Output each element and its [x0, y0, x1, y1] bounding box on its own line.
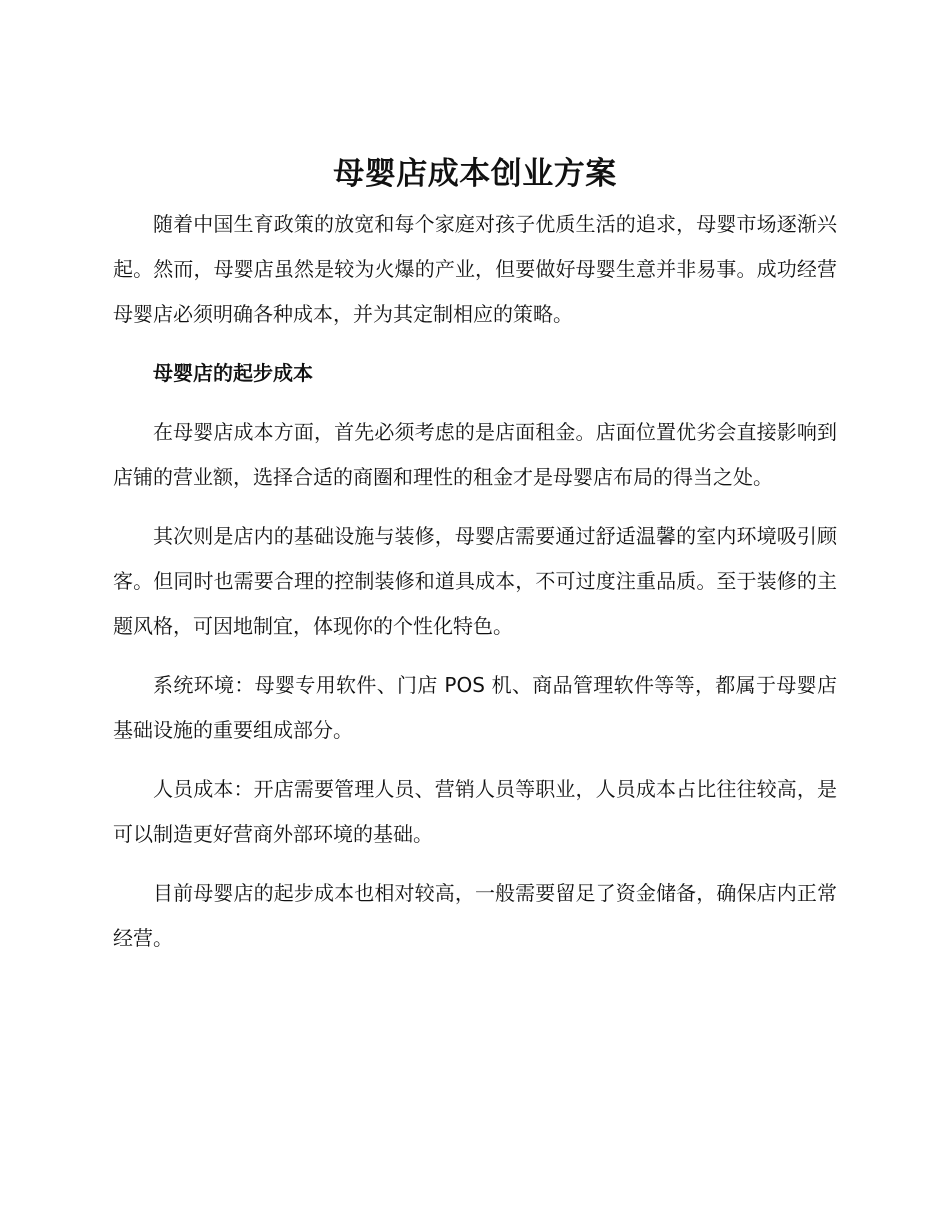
- paragraph-summary: 目前母婴店的起步成本也相对较高，一般需要留足了资金储备，确保店内正常经营。: [113, 881, 837, 950]
- paragraph-staff: 人员成本：开店需要管理人员、营销人员等职业，人员成本占比往往较高，是可以制造更好营商外部环境的基础。: [113, 777, 837, 846]
- paragraph-rent: 在母婴店成本方面，首先必须考虑的是店面租金。店面位置优劣会直接影响到店铺的营业额，选择合适的商圈和理性的租金才是母婴店布局的得当之处。: [113, 420, 837, 489]
- paragraph-decoration: 其次则是店内的基础设施与装修，母婴店需要通过舒适温馨的室内环境吸引顾客。但同时也需要合理的控制装修和道具成本，不可过度注重品质。至于装修的主题风格，可因地制宜，体现你的个性化特色。: [113, 524, 837, 638]
- intro-paragraph: 随着中国生育政策的放宽和每个家庭对孩子优质生活的追求，母婴市场逐渐兴起。然而，母婴店虽然是较为火爆的产业，但要做好母婴生意并非易事。成功经营母婴店必须明确各种成本，并为其定制相应的策略。: [113, 212, 837, 326]
- document-title: 母婴店成本创业方案: [333, 156, 617, 192]
- paragraph-system: 系统环境：母婴专用软件、门店 POS 机、商品管理软件等等，都属于母婴店基础设施的重要组成部分。: [113, 673, 837, 742]
- document-page: [113, 146, 837, 961]
- section-heading: 母婴店的起步成本: [153, 361, 313, 385]
